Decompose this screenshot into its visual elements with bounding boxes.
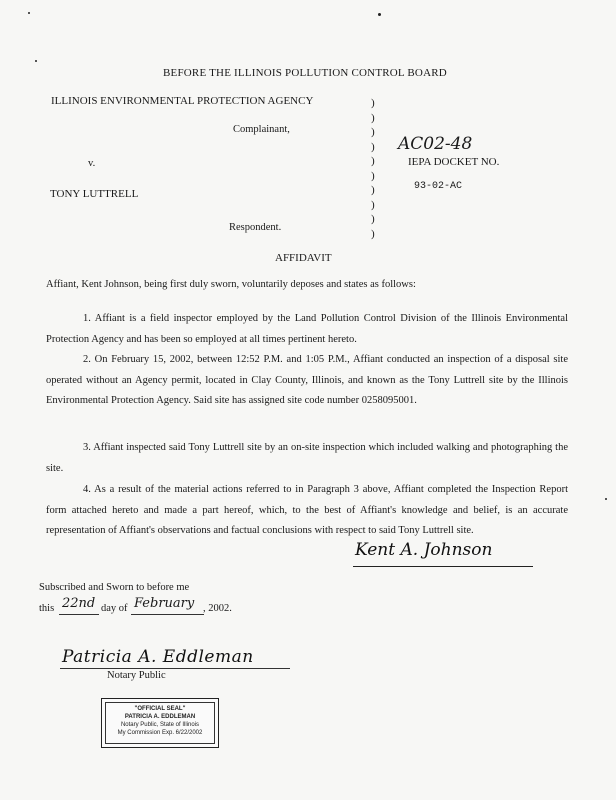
seal-line-1: "OFFICIAL SEAL"	[134, 706, 186, 712]
notary-seal-stamp	[101, 698, 219, 748]
caption-bracket: ) ) ) ) ) ) ) ) ) )	[371, 97, 375, 240]
board-heading: BEFORE THE ILLINOIS POLLUTION CONTROL BOARD	[163, 67, 447, 79]
document-title: AFFIDAVIT	[275, 252, 332, 264]
jurat-day-line	[59, 614, 99, 615]
scan-speck	[28, 12, 30, 14]
jurat-month-line	[131, 614, 204, 615]
paragraph-1: 1. Affiant is a field inspector employed by the Land Pollution Control Division of the Illinois Environmental Protection Agency and has been so employed at all times pertinent hereto.	[46, 313, 568, 345]
notary-seal-border	[105, 702, 215, 744]
seal-line-3: Notary Public, State of Illinois	[120, 722, 200, 728]
seal-line-4: My Commission Exp. 6/22/2002	[117, 730, 203, 736]
case-number-handwritten: AC02-48	[398, 134, 473, 154]
jurat-day-of-label: day of	[101, 603, 128, 614]
versus-label: v.	[88, 158, 96, 169]
affiant-signature-line	[353, 566, 533, 567]
seal-line-2: PATRICIA A. EDDLEMAN	[124, 714, 196, 720]
scan-speck	[35, 60, 37, 62]
subscribed-line: Subscribed and Sworn to before me	[39, 582, 190, 593]
jurat-month: February	[134, 596, 195, 611]
respondent-name: TONY LUTTRELL	[50, 188, 139, 200]
jurat-this-label: this	[39, 603, 55, 614]
notary-signature: Patricia A. Eddleman	[62, 647, 254, 667]
jurat-year: , 2002.	[203, 603, 232, 614]
intro-statement: Affiant, Kent Johnson, being first duly sworn, voluntarily deposes and states as follows:	[46, 279, 416, 290]
complainant-name: ILLINOIS ENVIRONMENTAL PROTECTION AGENCY	[51, 95, 314, 107]
iepa-docket-number: 93-02-AC	[414, 181, 463, 192]
paragraph-3: 3. Affiant inspected said Tony Luttrell site by an on-site inspection which included walking and photographing the site.	[46, 442, 568, 474]
iepa-docket-label: IEPA DOCKET NO.	[408, 156, 500, 168]
paragraph-4: 4. As a result of the material actions referred to in Paragraph 3 above, Affiant completed the Inspection Report form attached hereto and made a part hereof, which, to the best of Affiant's knowledge and belief, is an accurate representation of Affiant's observations and factual conclusions with respect to said Tony Luttrell site.	[46, 484, 568, 536]
respondent-label: Respondent.	[229, 222, 282, 233]
affiant-signature: Kent A. Johnson	[355, 540, 493, 560]
notary-signature-line	[60, 668, 290, 669]
scan-speck	[605, 498, 607, 500]
jurat-day: 22nd	[62, 596, 96, 611]
paragraph-2: 2. On February 15, 2002, between 12:52 P.M. and 1:05 P.M., Affiant conducted an inspection of a disposal site operated without an Agency permit, located in Clay County, Illinois, and known as the Tony Luttrell site by the Illinois Environmental Protection Agency. Said site has assigned site code number 0258095001.	[46, 354, 568, 406]
complainant-label: Complainant,	[233, 124, 290, 135]
notary-label: Notary Public	[107, 670, 166, 681]
scan-speck	[378, 13, 381, 16]
